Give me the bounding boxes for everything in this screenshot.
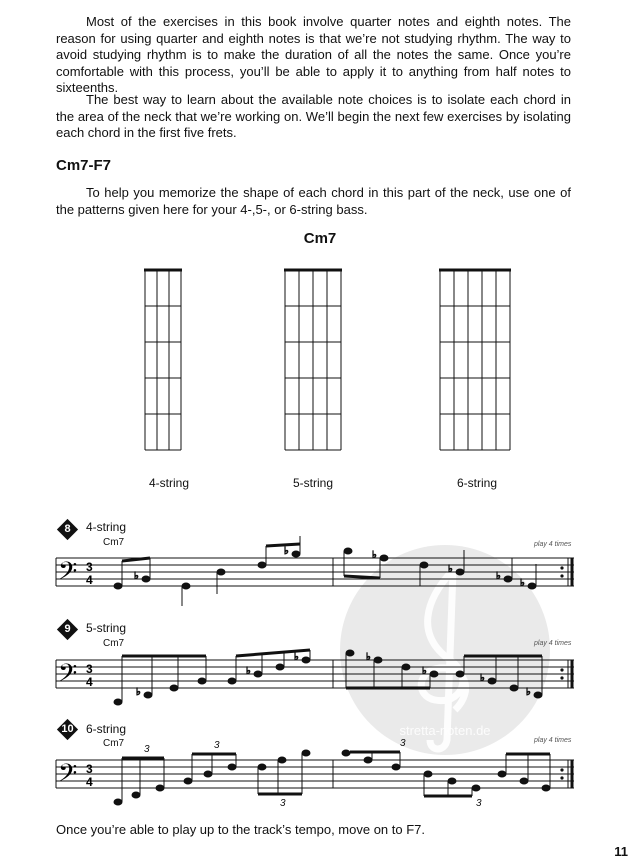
svg-text:♭: ♭ [294,652,299,663]
exercise-9-staff [56,648,576,708]
svg-text:𝄢: 𝄢 [58,659,78,694]
exercise-10-badge: 10 [57,719,78,740]
svg-text:♭: ♭ [480,673,485,684]
chord-diagram-5-string [274,258,354,458]
exercise-9-title: 5-string [86,621,127,635]
svg-text:3: 3 [86,762,93,776]
diagram-label-6-string: 6-string [456,476,497,490]
svg-text:3: 3 [214,740,220,751]
chord-diagram-6-string [430,258,524,458]
svg-text:♭: ♭ [134,571,139,582]
bass-clef: 𝄢 [58,557,78,592]
chord-diagram-4-string [136,258,202,458]
closing-text: Once you’re able to play up to the track’s tempo, move on to F7. [56,822,426,837]
triplet-marker: 3 [144,744,150,755]
svg-text:3: 3 [476,798,482,809]
page-number: 11 [614,844,628,859]
exercise-8-staff [56,546,576,606]
svg-text:♭: ♭ [136,687,141,698]
diagram-label-4-string: 4-string [148,476,189,490]
note-choices-paragraph: The best way to learn about the available note choices is to isolate each chord in the area of the neck that we’re working on. We’ll begin the next few exercises by isolating each chord in the first five frets. [56,92,571,140]
svg-text:♭: ♭ [448,564,453,575]
svg-text:♭: ♭ [520,578,525,589]
exercise-9-badge: 9 [57,619,78,640]
svg-text:3: 3 [86,662,93,676]
watermark-text: stretta-noten.de [399,723,491,738]
exercise-9-repeat-note: play 4 times [534,640,572,647]
exercise-9-chord: Cm7 [103,638,125,649]
svg-text:♭: ♭ [496,571,501,582]
svg-text:♭: ♭ [526,687,531,698]
exercise-10-repeat-note: play 4 times [534,737,572,744]
intro-paragraph: Most of the exercises in this book involve quarter notes and eighth notes. The reason for using quarter and eighth notes is that we’re not studying rhythm. The way to avoid studying rhythm is to make the duration of all the notes the same. Once you’re comfortable with this process, you’ll be able to apply it to anything from half notes to sixteenths. [56,14,571,95]
svg-text:♭: ♭ [422,666,427,677]
svg-text:4: 4 [86,775,93,789]
svg-text:♭: ♭ [284,546,289,557]
exercise-8-repeat-note: play 4 times [534,541,572,548]
svg-text:3: 3 [400,738,406,749]
exercise-8-title: 4-string [86,520,127,534]
patterns-paragraph: To help you memorize the shape of each chord in this part of the neck, use one of the patterns given here for your 4-,5-, or 6-string bass. [56,185,571,217]
svg-text:4: 4 [86,675,93,689]
time-sig-top: 3 [86,560,93,574]
exercise-10-chord: Cm7 [103,738,125,749]
exercise-8-badge: 8 [57,519,78,540]
chord-title: Cm7 [303,230,337,247]
svg-text:3: 3 [280,798,286,809]
svg-text:♭: ♭ [366,652,371,663]
svg-text:♭: ♭ [246,666,251,677]
time-sig-bottom: 4 [86,573,93,587]
diagram-label-5-string: 5-string [292,476,333,490]
svg-text:♭: ♭ [372,550,377,561]
svg-text:𝄢: 𝄢 [58,759,78,794]
exercise-10-title: 6-string [86,722,127,736]
exercise-8-chord: Cm7 [103,537,125,548]
section-heading: Cm7-F7 [56,157,112,174]
